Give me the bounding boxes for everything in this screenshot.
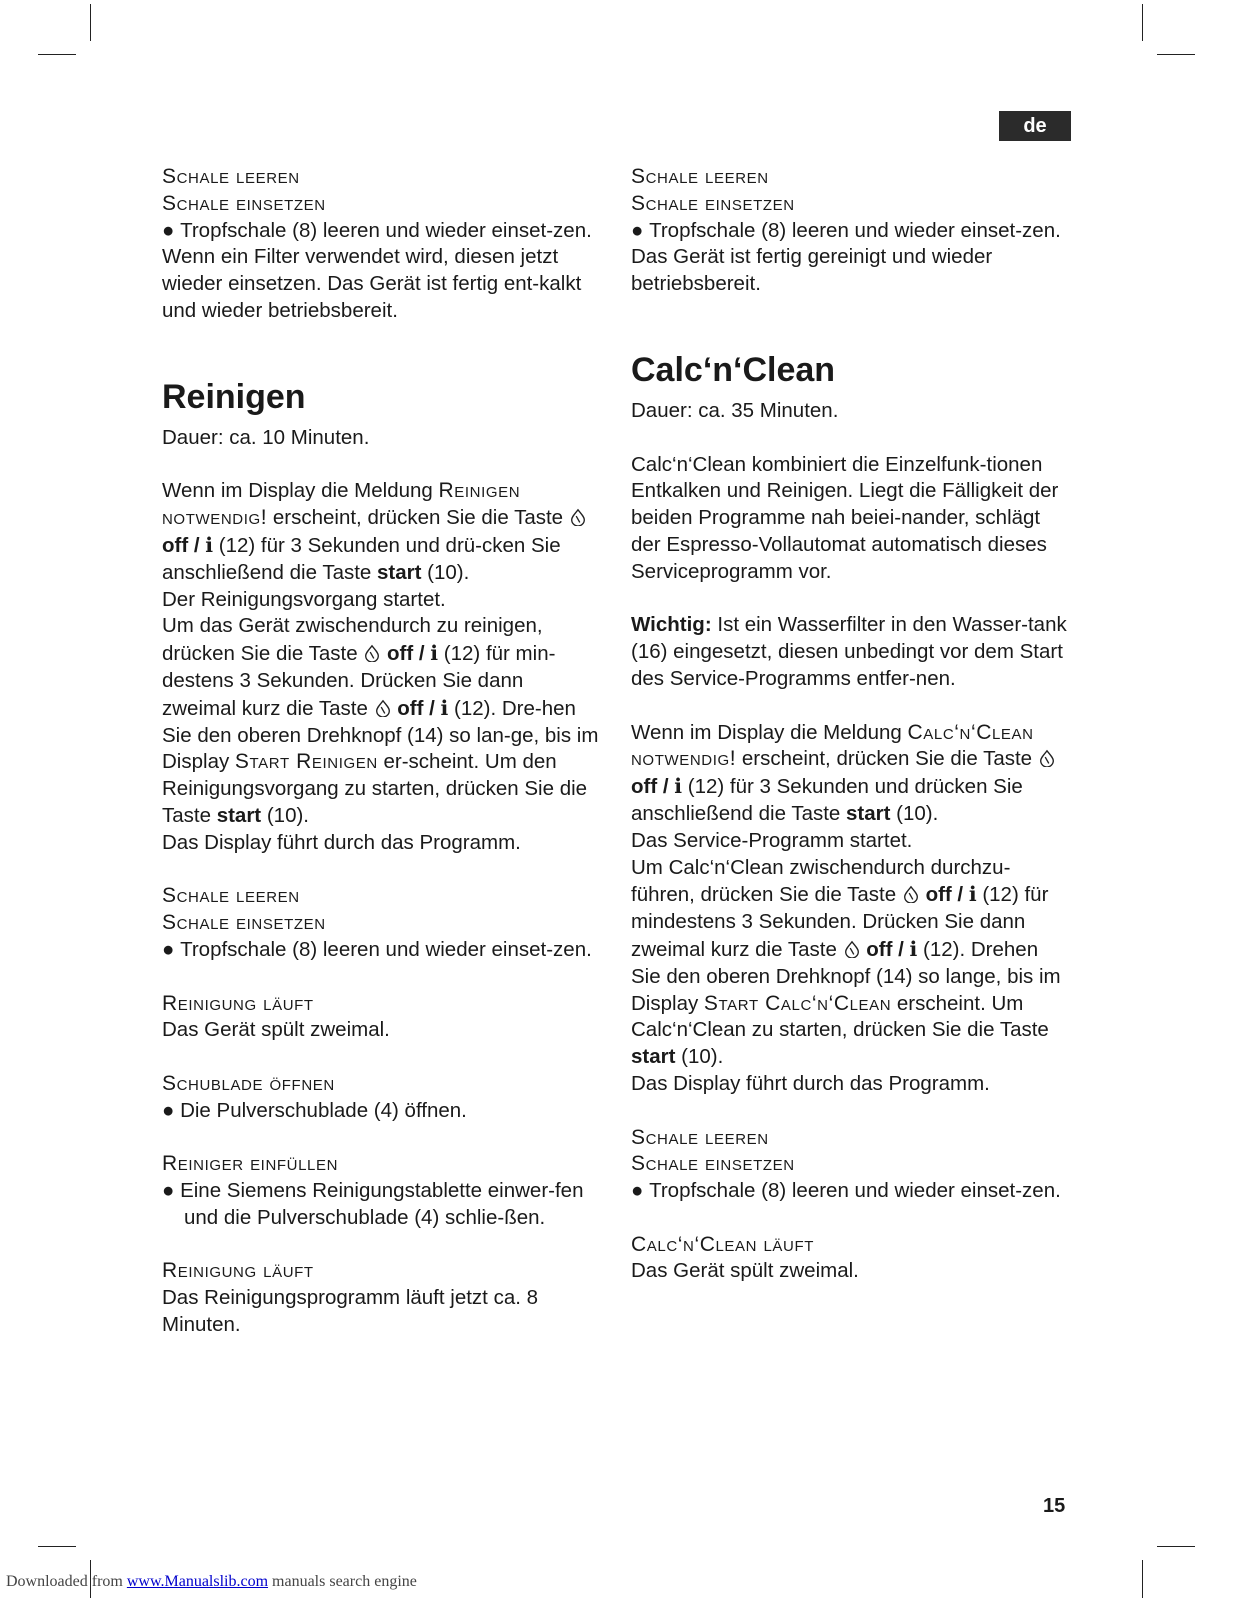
- right-column: [631, 164, 1071, 1285]
- paragraph: Das Gerät spült zweimal.: [631, 1259, 859, 1283]
- paragraph: Wenn im Display die Meldung Calc‘n‘Clean notwendig! erscheint, drücken Sie die Taste off / i (12) für 3 Sekunden und drücken Sie anschließend die Taste start (10).: [631, 720, 1071, 828]
- page-number: 15: [1043, 1495, 1066, 1517]
- crop-mark: [1142, 1560, 1143, 1598]
- display-message: Schale leeren: [631, 1125, 769, 1149]
- display-message: Schale einsetzen: [162, 191, 326, 215]
- crop-mark: [38, 54, 76, 55]
- paragraph: Das Reinigungsprogramm läuft jetzt ca. 8 Minuten.: [162, 1286, 539, 1337]
- crop-mark: [90, 4, 91, 41]
- manualslib-link[interactable]: www.Manualslib.com: [126, 1573, 269, 1590]
- left-column: [162, 164, 602, 1339]
- paragraph: Das Display führt durch das Programm.: [162, 830, 521, 854]
- duration: Dauer: ca. 35 Minuten.: [631, 398, 839, 422]
- paragraph: Das Gerät spült zweimal.: [162, 1018, 390, 1042]
- duration: Dauer: ca. 10 Minuten.: [162, 425, 370, 449]
- display-message: Reiniger einfüllen: [162, 1152, 338, 1176]
- power-drop-icon: [374, 699, 392, 717]
- paragraph: Das Service-Programm startet.: [631, 828, 913, 852]
- paragraph: Das Gerät ist fertig gereinigt und wieder betriebsbereit.: [631, 245, 993, 296]
- paragraph: Das Display führt durch das Programm.: [631, 1071, 990, 1095]
- bullet-item: ● Die Pulverschublade (4) öffnen.: [162, 1098, 467, 1122]
- power-drop-icon: [1038, 749, 1056, 767]
- section-title-reinigen: Reinigen: [162, 377, 306, 416]
- display-message: Reinigung läuft: [162, 1259, 314, 1283]
- display-message: Schale einsetzen: [631, 1152, 795, 1176]
- display-message: Schale leeren: [162, 165, 300, 188]
- paragraph: Um Calc‘n‘Clean zwischendurch durchzu-führen, drücken Sie die Taste off / i (12) für mindestens 3 Sekunden. Drücken Sie dann zweimal kurz die Taste off / i (12). Drehen Sie den oberen Drehknopf (14) so lange, bis im Display Start Calc‘n‘Clean erscheint. Um Calc‘n‘Clean zu starten, drücken Sie die Taste start (10).: [631, 855, 1061, 1069]
- crop-mark: [1157, 1546, 1195, 1547]
- download-footer: Downloaded from www.Manualslib.com manuals search engine: [6, 1573, 417, 1590]
- important-note: Wichtig: Ist ein Wasserfilter in den Wasser-tank (16) eingesetzt, diesen unbedingt vor dem Start des Service-Programms entfer-nen.: [631, 613, 1067, 690]
- bullet-item: ● Tropfschale (8) leeren und wieder einset-zen.: [162, 218, 592, 242]
- paragraph: Um das Gerät zwischendurch zu reinigen, drücken Sie die Taste off / i (12) für min-destens 3 Sekunden. Drücken Sie dann zweimal kurz die Taste off / i (12). Dre-hen Sie den oberen Drehknopf (14) so lan-ge, bis im Display Start Reinigen er-scheint. Um den Reinigungsvorgang zu starten, drücken Sie die Taste start (10).: [162, 614, 599, 827]
- display-message: Schale leeren: [631, 165, 769, 188]
- display-message: Reinigung läuft: [162, 991, 314, 1015]
- section-title-calc-n-clean: Calc‘n‘Clean: [631, 350, 836, 389]
- display-message: Schale einsetzen: [631, 191, 795, 215]
- display-message: Schale leeren: [162, 884, 300, 908]
- power-drop-icon: [902, 885, 920, 903]
- crop-mark: [38, 1546, 76, 1547]
- paragraph: Wenn im Display die Meldung Reinigen notwendig! erscheint, drücken Sie die Taste off / i (12) für 3 Sekunden und drü-cken Sie anschließend die Taste start (10).: [162, 478, 602, 586]
- language-badge: de: [999, 111, 1071, 141]
- bullet-item: ● Tropfschale (8) leeren und wieder einset-zen.: [162, 937, 592, 961]
- paragraph: Wenn ein Filter verwendet wird, diesen jetzt wieder einsetzen. Das Gerät ist fertig ent-kalkt und wieder betriebsbereit.: [162, 245, 582, 322]
- paragraph: Calc‘n‘Clean kombiniert die Einzelfunk-tionen Entkalken und Reinigen. Liegt die Fälligkeit der beiden Programme nah beiei-nander, schlägt der Espresso-Vollautomat automatisch dieses Serviceprogramm vor.: [631, 452, 1059, 583]
- bullet-item: ● Eine Siemens Reinigungstablette einwer-fen und die Pulverschublade (4) schlie-ßen.: [162, 1179, 584, 1229]
- bullet-item: ● Tropfschale (8) leeren und wieder einset-zen.: [631, 218, 1061, 242]
- power-drop-icon: [843, 940, 861, 958]
- crop-mark: [1142, 4, 1143, 41]
- paragraph: Der Reinigungsvorgang startet.: [162, 587, 446, 611]
- power-drop-icon: [569, 508, 587, 526]
- display-message: Calc‘n‘Clean läuft: [631, 1232, 814, 1256]
- power-drop-icon: [363, 644, 381, 662]
- display-message: Schale einsetzen: [162, 911, 326, 935]
- bullet-item: ● Tropfschale (8) leeren und wieder einset-zen.: [631, 1179, 1061, 1203]
- crop-mark: [1157, 54, 1195, 55]
- display-message: Schublade öffnen: [162, 1071, 335, 1095]
